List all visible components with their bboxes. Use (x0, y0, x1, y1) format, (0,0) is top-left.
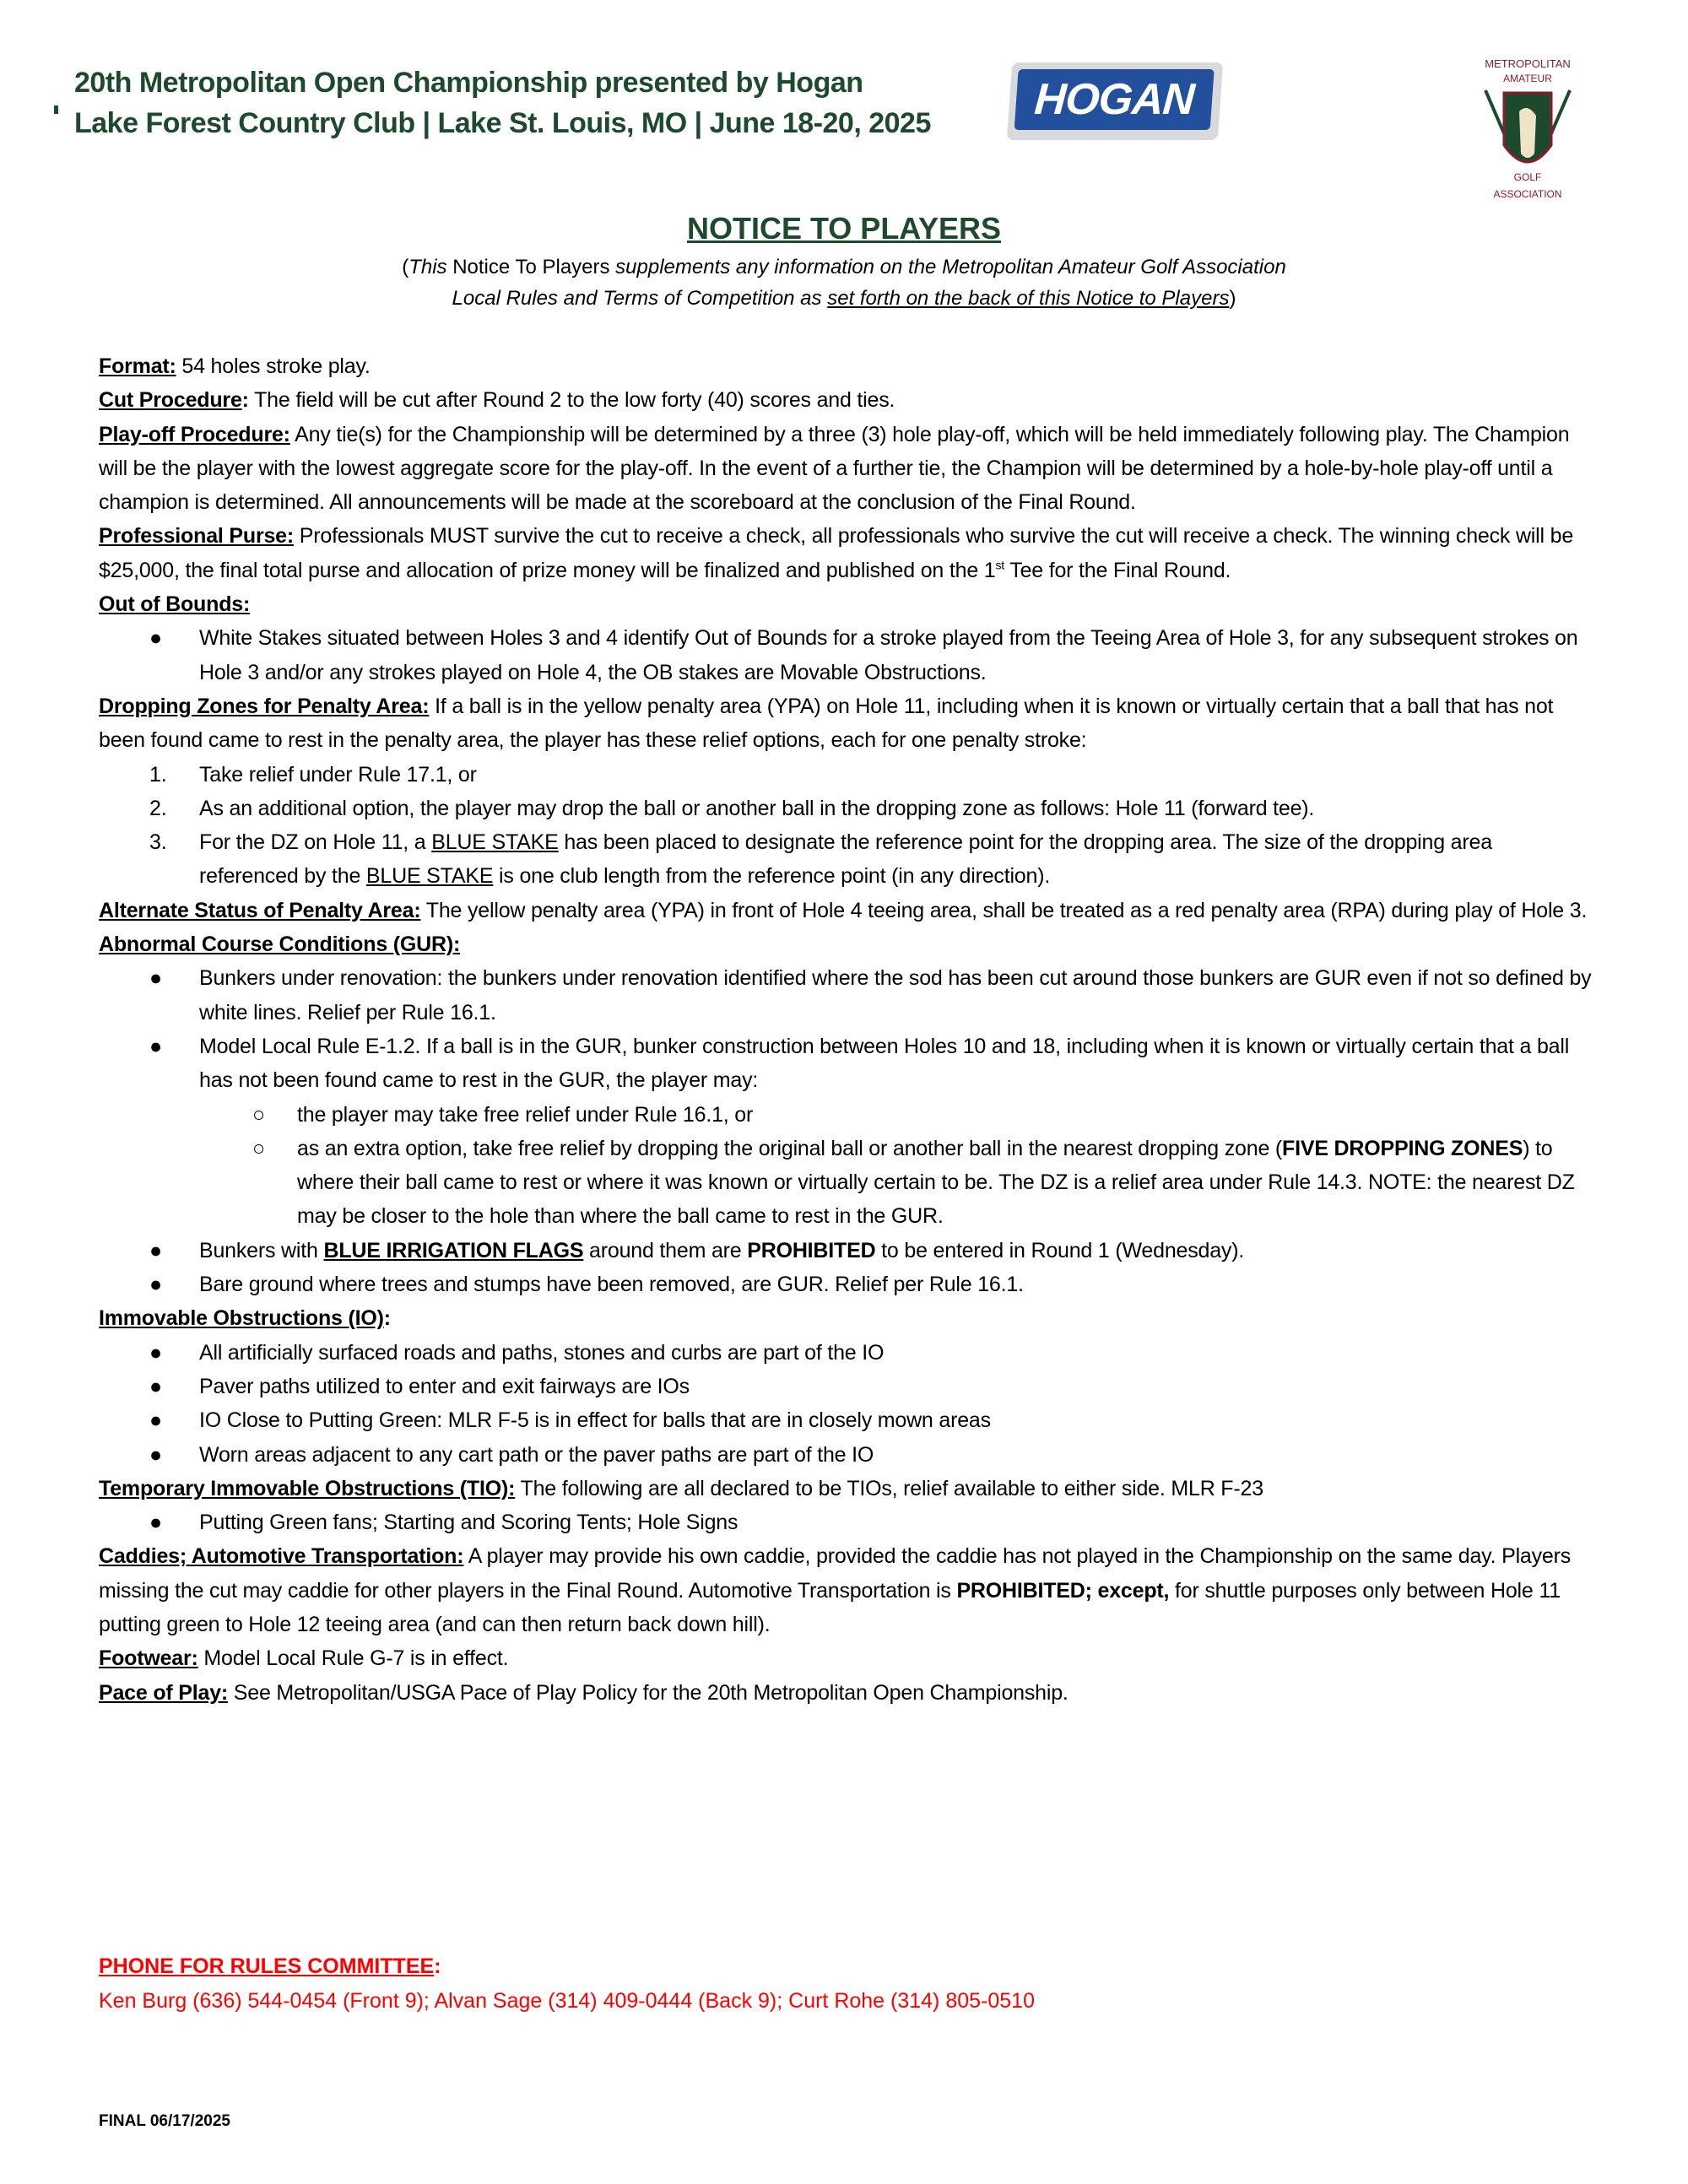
notice-subtitle: (This Notice To Players supplements any information on the Metropolitan Amateur Golf Association Local Rules and Terms of Competition as set forth on the back of this Notice to Players) (402, 256, 1286, 310)
format-section: Format: 54 holes stroke play. (99, 354, 371, 378)
list-item: ● Bunkers with BLUE IRRIGATION FLAGS around them are PROHIBITED to be entered in Round 1 (Wednesday). (149, 1238, 1245, 1262)
list-item: 2. As an additional option, the player may drop the ball or another ball in the dropping zone as follows: Hole 11 (forward tee). (149, 796, 1315, 820)
document-version: FINAL 06/17/2025 (99, 2112, 230, 2130)
list-item: ● White Stakes situated between Holes 3 and 4 identify Out of Bounds for a stroke played from the Teeing Area of Hole 3, for any subsequent strokes on Hole 3 and/or any strokes played on Hole 4, the OB stakes are Movable Obstructions. (149, 626, 1578, 684)
rules-committee-phone: PHONE FOR RULES COMMITTEE: Ken Burg (636) 544-0454 (Front 9); Alvan Sage (314) 409-0444 (Back 9); Curt Rohe (314) 805-0510 (99, 1949, 1035, 2019)
page-title: NOTICE TO PLAYERS (686, 211, 1002, 246)
caddies-section: Caddies; Automotive Transportation: A player may provide his own caddie, provided the caddie has not played in the Championship on the same day. Players missing the cut may caddie for other players in the Final Round. Automotive Transportation is PROHIBITED; except, for shuttle purposes only between Hole 11 putting green to Hole 12 teeing area (and can then return back down hill). (99, 1544, 1572, 1636)
back-of-notice-reference: set forth on the back of this Notice to Players (827, 287, 1230, 310)
list-item: ● Paver paths utilized to enter and exit fairways are IOs (149, 1374, 690, 1398)
event-title: 20th Metropolitan Open Championship presented by Hogan (74, 67, 863, 99)
dropping-section: Dropping Zones for Penalty Area: If a ball is in the yellow penalty area (YPA) on Hole 11, including when it is known or virtually certain that a ball that has not been found came to rest in the penalty area, the player has these relief options, each for one penalty stroke: (99, 694, 1554, 753)
list-item: ● Bare ground where trees and stumps have been removed, are GUR. Relief per Rule 16.1. (149, 1273, 1024, 1297)
alternate-status-section: Alternate Status of Penalty Area: The yellow penalty area (YPA) in front of Hole 4 teeing area, shall be treated as a red penalty area (RPA) during play of Hole 3. (99, 898, 1588, 922)
hogan-logo: HOGAN (1007, 62, 1223, 140)
immovable-section: Immovable Obstructions (IO): (99, 1306, 391, 1331)
footwear-section: Footwear: Model Local Rule G-7 is in effect. (99, 1646, 509, 1671)
committee-contacts: Ken Burg (636) 544-0454 (Front 9); Alvan Sage (314) 409-0444 (Back 9); Curt Rohe (314) 805-0510 (99, 1989, 1035, 2013)
list-item: ● Model Local Rule E-1.2. If a ball is in the GUR, bunker construction between Holes 10 and 18, including when it is known or virtually certain that a ball has not been found came to rest in the GUR, the player may: (149, 1034, 1570, 1093)
list-item: ● All artificially surfaced roads and paths, stones and curbs are part of the IO (149, 1340, 885, 1365)
list-item: 1. Take relief under Rule 17.1, or (149, 762, 477, 787)
abnormal-section: Abnormal Course Conditions (GUR): (99, 933, 461, 957)
pace-section: Pace of Play: See Metropolitan/USGA Pace of Play Policy for the 20th Metropolitan Open Championship. (99, 1680, 1069, 1705)
event-venue-date: Lake Forest Country Club | Lake St. Louis, MO | June 18-20, 2025 (74, 107, 931, 139)
svg-text:ASSOCIATION: ASSOCIATION (1493, 188, 1562, 200)
metropolitan-amateur-golf-association-logo (1469, 52, 1587, 204)
sub-list-item: ○ as an extra option, take free relief by dropping the original ball or another ball in the nearest dropping zone (FIVE DROPPING ZONES) to where their ball came to rest or where it was known or virtually certain to be. The DZ is a relief area under Rule 14.3. NOTE: the nearest DZ may be closer to the hole than where the ball came to rest in the GUR. (252, 1136, 1575, 1229)
purse-section: Professional Purse: Professionals MUST survive the cut to receive a check, all professionals who survive the cut will receive a check. The winning check will be $25,000, the final total purse and allocation of prize money will be finalized and published on the 1st Tee for the Final Round. (99, 524, 1574, 582)
list-item: ● Worn areas adjacent to any cart path or the paver paths are part of the IO (149, 1442, 874, 1467)
event-header (74, 62, 931, 143)
notice-body (99, 349, 1597, 1710)
svg-text:GOLF: GOLF (1513, 171, 1542, 183)
list-item: ● Putting Green fans; Starting and Scoring Tents; Hole Signs (149, 1511, 738, 1535)
list-item: ● Bunkers under renovation: the bunkers under renovation identified where the sod has been cut around those bunkers are GUR even if not so defined by white lines. Relief per Rule 16.1. (149, 966, 1592, 1024)
cut-section: Cut Procedure: The field will be cut after Round 2 to the low forty (40) scores and ties. (99, 388, 895, 413)
list-item: ● IO Close to Putting Green: MLR F-5 is in effect for balls that are in closely mown areas (149, 1408, 991, 1433)
header-mark (54, 105, 58, 114)
svg-text:METROPOLITAN: METROPOLITAN (1485, 57, 1571, 70)
tio-section: Temporary Immovable Obstructions (TIO): The following are all declared to be TIOs, relief available to either side. MLR F-23 (99, 1476, 1263, 1500)
svg-text:AMATEUR: AMATEUR (1503, 73, 1552, 84)
list-item: 3. For the DZ on Hole 11, a BLUE STAKE has been placed to designate the reference point for the dropping area. The size of the dropping area referenced by the BLUE STAKE is one club length from the reference point (in any direction). (149, 830, 1492, 889)
sub-list-item: ○ the player may take free relief under Rule 16.1, or (252, 1102, 754, 1127)
oob-section: Out of Bounds: (99, 592, 251, 617)
playoff-section: Play-off Procedure: Any tie(s) for the Championship will be determined by a three (3) hole play-off, which will be held immediately following play. The Champion will be the player with the lowest aggregate score for the play-off. In the event of a further tie, the Champion will be determined by a hole-by-hole play-off until a champion is determined. All announcements will be made at the scoreboard at the conclusion of the Final Round. (99, 422, 1570, 515)
